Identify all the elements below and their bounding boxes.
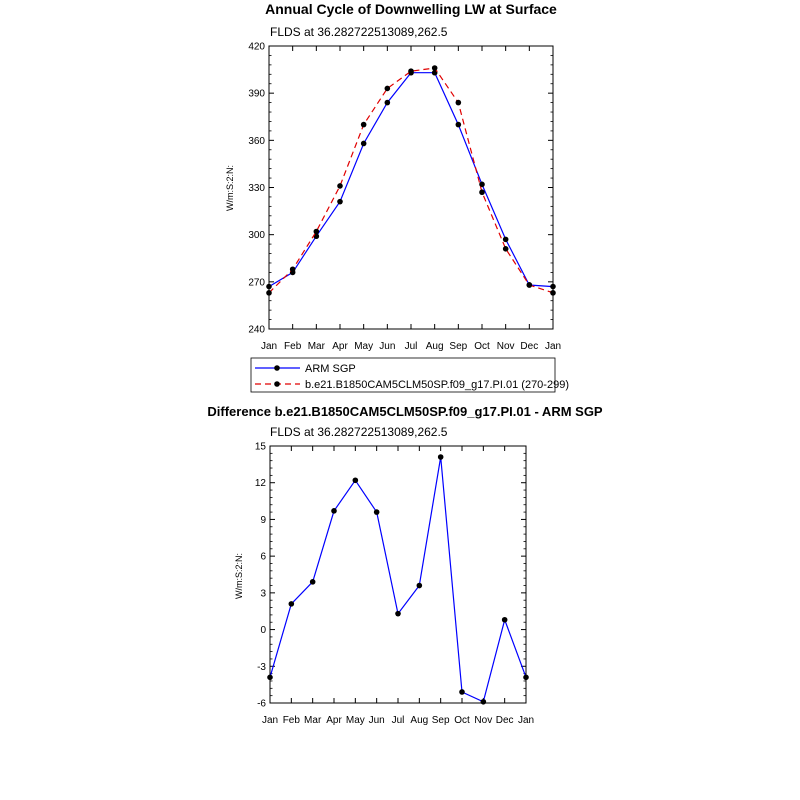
- y-tick-label: 9: [260, 514, 266, 526]
- data-point: [266, 284, 272, 290]
- chart-title: Difference b.e21.B1850CAM5CLM50SP.f09_g17.PI.01 - ARM SGP: [207, 404, 603, 419]
- x-tick-label: Jul: [391, 715, 405, 726]
- data-point: [502, 617, 508, 623]
- data-point: [550, 290, 556, 296]
- y-axis-label: W/m:S:2:N:: [234, 552, 244, 600]
- series-line-1: [269, 68, 553, 293]
- data-point: [395, 611, 401, 617]
- data-point: [481, 699, 487, 705]
- x-tick-label: Nov: [474, 715, 493, 726]
- data-point: [503, 246, 509, 252]
- legend-marker-arm-sgp: [274, 365, 280, 371]
- data-point: [361, 122, 367, 128]
- x-tick-label: Apr: [332, 341, 348, 352]
- data-point: [432, 65, 438, 71]
- x-tick-label: Feb: [282, 715, 300, 726]
- x-tick-label: Jan: [544, 341, 562, 352]
- data-point: [374, 509, 380, 515]
- y-tick-label: 15: [254, 441, 266, 453]
- x-tick-label: Sep: [431, 715, 450, 726]
- chart-subtitle: FLDS at 36.282722513089,262.5: [270, 425, 448, 439]
- x-tick-label: Aug: [410, 715, 429, 726]
- y-tick-label: -3: [257, 661, 266, 673]
- data-point: [385, 100, 391, 106]
- data-point: [408, 68, 414, 74]
- x-tick-label: Oct: [474, 341, 490, 352]
- x-tick-label: Oct: [454, 715, 470, 726]
- x-tick-label: Jan: [260, 341, 278, 352]
- x-tick-label: Jan: [261, 715, 279, 726]
- y-tick-label: 240: [248, 324, 265, 336]
- data-point: [266, 290, 272, 296]
- series-line-0: [270, 457, 526, 702]
- y-tick-label: 420: [248, 41, 265, 53]
- plot-frame: [270, 446, 526, 703]
- x-tick-label: Aug: [425, 341, 444, 352]
- y-tick-label: 360: [248, 135, 265, 147]
- axes-ticks: [255, 442, 534, 727]
- series-group: [267, 454, 529, 704]
- y-tick-label: 330: [248, 183, 265, 194]
- y-tick-label: 300: [248, 230, 265, 242]
- x-tick-label: May: [354, 341, 374, 352]
- data-point: [361, 141, 367, 147]
- legend: [251, 358, 569, 392]
- data-point: [527, 282, 533, 288]
- y-tick-label: 3: [260, 588, 266, 600]
- data-point: [385, 86, 391, 92]
- data-point: [353, 477, 359, 483]
- data-point: [523, 675, 529, 681]
- data-point: [479, 189, 485, 195]
- y-tick-label: 6: [260, 551, 266, 563]
- y-tick-label: 270: [248, 277, 265, 289]
- data-point: [456, 122, 462, 128]
- series-group: [266, 65, 556, 295]
- x-tick-label: May: [345, 715, 365, 726]
- plot-frame: [269, 46, 553, 329]
- data-point: [267, 675, 273, 681]
- data-point: [331, 508, 337, 514]
- data-point: [550, 284, 556, 290]
- x-tick-label: Jul: [404, 341, 418, 352]
- data-point: [310, 579, 316, 585]
- x-tick-label: Jun: [368, 715, 385, 726]
- annual-cycle-chart: [225, 1, 569, 392]
- data-point: [337, 199, 343, 205]
- x-tick-label: Jan: [517, 715, 535, 726]
- x-tick-label: Dec: [520, 341, 539, 352]
- data-point: [479, 182, 485, 188]
- x-tick-label: Jun: [379, 341, 396, 352]
- y-tick-label: -6: [257, 698, 266, 710]
- data-point: [438, 454, 444, 460]
- chart-subtitle: FLDS at 36.282722513089,262.5: [270, 25, 448, 39]
- x-tick-label: Feb: [284, 341, 302, 352]
- legend-label-arm-sgp: ARM SGP: [305, 363, 356, 375]
- difference-chart: [207, 404, 603, 726]
- data-point: [289, 601, 295, 607]
- axes-ticks: [248, 42, 561, 353]
- x-tick-label: Apr: [326, 715, 342, 726]
- y-tick-label: 0: [260, 625, 266, 637]
- data-point: [290, 266, 296, 272]
- y-axis-label: W/m:S:2:N:: [225, 164, 235, 212]
- data-point: [456, 100, 462, 106]
- data-point: [337, 183, 343, 189]
- data-point: [459, 689, 465, 695]
- legend-marker-model: [274, 381, 280, 387]
- x-tick-label: Dec: [495, 715, 514, 726]
- data-point: [314, 229, 320, 235]
- series-line-0: [269, 73, 553, 287]
- data-point: [417, 583, 423, 589]
- data-point: [503, 237, 509, 243]
- x-tick-label: Mar: [304, 715, 322, 726]
- chart-title: Annual Cycle of Downwelling LW at Surface: [265, 1, 557, 17]
- y-tick-label: 12: [254, 478, 266, 490]
- x-tick-label: Sep: [449, 341, 468, 352]
- x-tick-label: Mar: [307, 341, 325, 352]
- y-tick-label: 390: [248, 88, 265, 100]
- legend-label-model: b.e21.B1850CAM5CLM50SP.f09_g17.PI.01 (270-299): [305, 379, 569, 391]
- x-tick-label: Nov: [496, 341, 515, 352]
